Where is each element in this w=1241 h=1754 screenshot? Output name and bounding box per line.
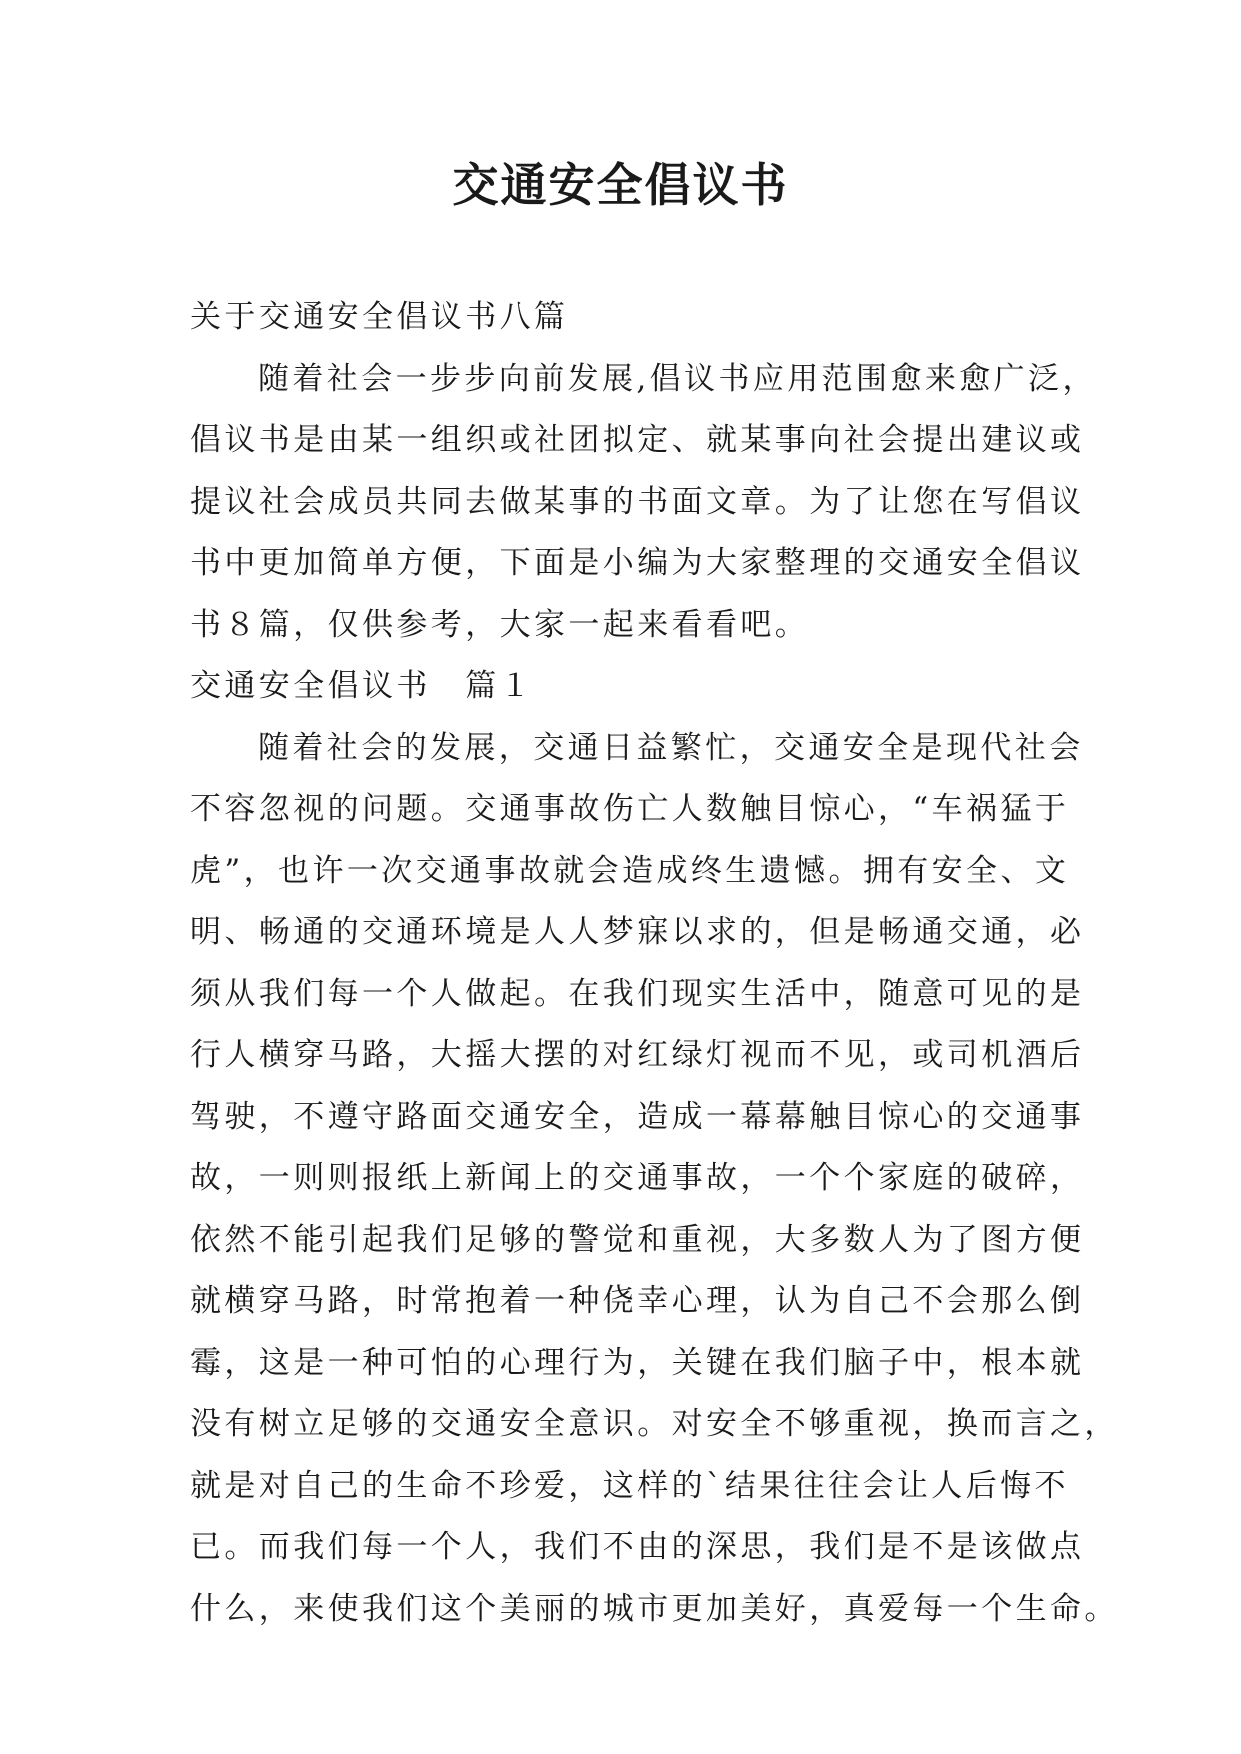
section-paragraph-line: 须从我们每一个人做起。在我们现实生活中，随意可见的是: [190, 975, 1085, 1012]
document-body: [190, 287, 1119, 1640]
intro-paragraph-line: 书中更加简单方便，下面是小编为大家整理的交通安全倡议: [190, 545, 1085, 581]
section-paragraph-line: 霉，这是一种可怕的心理行为，关键在我们脑子中，根本就: [190, 1344, 1085, 1381]
section-paragraph-line: 不容忽视的问题。交通事故伤亡人数触目惊心，“车祸猛于: [190, 791, 1070, 827]
section-paragraph-line: 就是对自己的生命不珍爱，这样的`结果往往会让人后悔不: [190, 1467, 1069, 1504]
section-paragraph-line: 虎”，也许一次交通事故就会造成终生遗憾。拥有安全、文: [190, 852, 1070, 889]
section-paragraph-line: 随着社会的发展，交通日益繁忙，交通安全是现代社会: [258, 729, 1084, 766]
section-paragraph-line: 没有树立足够的交通安全意识。对安全不够重视，换而言之，: [190, 1406, 1119, 1442]
section-heading: 交通安全倡议书 篇１: [190, 668, 534, 704]
document-subtitle: 关于交通安全倡议书八篇: [190, 299, 569, 335]
section-paragraph-line: 驾驶，不遵守路面交通安全，造成一幕幕触目惊心的交通事: [190, 1098, 1085, 1135]
section-paragraph-line: 行人横穿马路，大摇大摆的对红绿灯视而不见，或司机酒后: [190, 1037, 1085, 1073]
section-paragraph-line: 就横穿马路，时常抱着一种侥幸心理，认为自己不会那么倒: [190, 1283, 1085, 1319]
section-paragraph-line: 明、畅通的交通环境是人人梦寐以求的，但是畅通交通，必: [190, 914, 1085, 950]
intro-paragraph-line: 提议社会成员共同去做某事的书面文章。为了让您在写倡议: [190, 483, 1085, 520]
section-paragraph-line: 已。而我们每一个人，我们不由的深思，我们是不是该做点: [190, 1529, 1085, 1565]
document-title: 交通安全倡议书: [452, 158, 789, 212]
intro-paragraph-line: 倡议书是由某一组织或社团拟定、就某事向社会提出建议或: [190, 422, 1085, 458]
section-paragraph-line: 什么，来使我们这个美丽的城市更加美好，真爱每一个生命。: [190, 1590, 1119, 1627]
section-paragraph-line: 依然不能引起我们足够的警觉和重视，大多数人为了图方便: [190, 1221, 1085, 1258]
intro-paragraph-line: 书８篇，仅供参考，大家一起来看看吧。: [190, 606, 810, 643]
intro-paragraph-line: 随着社会一步步向前发展,倡议书应用范围愈来愈广泛，: [258, 360, 1097, 397]
section-paragraph-line: 故，一则则报纸上新闻上的交通事故，一个个家庭的破碎，: [190, 1160, 1085, 1196]
